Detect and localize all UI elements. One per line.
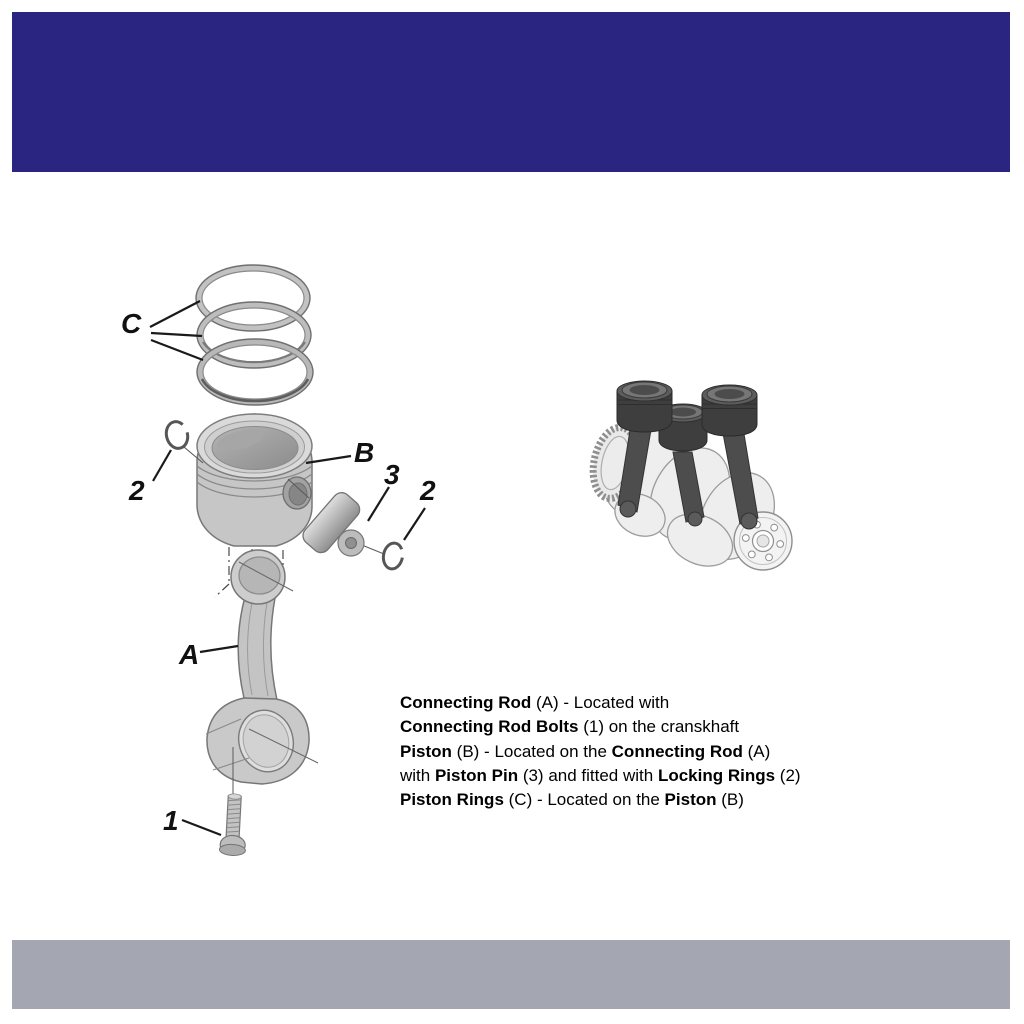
label-2-left-pointer-line	[153, 450, 171, 481]
locking-ring-right-drawing	[381, 508, 425, 570]
caption-segment: with	[400, 765, 435, 785]
caption-segment: Connecting Rod	[611, 741, 743, 761]
connecting-rod-drawing	[200, 550, 318, 784]
caption-segment: Piston Rings	[400, 790, 504, 810]
label-b-pointer-line	[306, 456, 351, 463]
caption-line	[400, 788, 900, 812]
part-label-1: 1	[163, 805, 179, 836]
caption-segment: (A) - Located with	[531, 693, 670, 712]
label-1-pointer-line	[182, 820, 221, 835]
caption-segment: (C) - Located on the	[503, 790, 665, 810]
part-label-b: B	[354, 437, 375, 468]
locking-ring-left-drawing	[153, 419, 190, 481]
crankshaft-assembly-drawing	[587, 381, 792, 576]
caption-line	[400, 715, 900, 739]
caption-segment: (B) - Located on the	[451, 741, 612, 761]
caption-segment: (B)	[716, 790, 744, 810]
part-label-3: 3	[384, 459, 400, 490]
part-label-2-right: 2	[420, 475, 436, 506]
label-a-pointer-line	[200, 646, 238, 652]
caption-line	[400, 691, 900, 715]
caption-segment: (1) on the cranskhaft	[578, 717, 740, 737]
caption-segment: (2)	[775, 765, 801, 785]
caption-segment: Connecting Rod Bolts	[400, 717, 579, 737]
caption-segment: Connecting Rod	[400, 693, 532, 712]
label-2-right-pointer-line	[404, 508, 425, 540]
caption-segment: Piston	[664, 790, 717, 810]
caption-line	[400, 764, 900, 788]
part-label-a: A	[179, 639, 200, 670]
piston-rings-drawing	[150, 265, 313, 405]
caption-segment: (3) and fitted with	[518, 765, 658, 785]
part-label-2-left: 2	[129, 475, 145, 506]
label-3-pointer-line	[368, 487, 389, 521]
caption-segment: Locking Rings	[657, 765, 776, 785]
caption-line	[400, 740, 900, 764]
caption-segment: Piston	[400, 741, 452, 761]
caption	[400, 691, 900, 812]
part-label-c: C	[121, 308, 142, 339]
caption-segment: Piston Pin	[434, 765, 519, 785]
caption-segment: (A)	[742, 741, 771, 761]
label-c-pointer-lines	[150, 301, 203, 360]
